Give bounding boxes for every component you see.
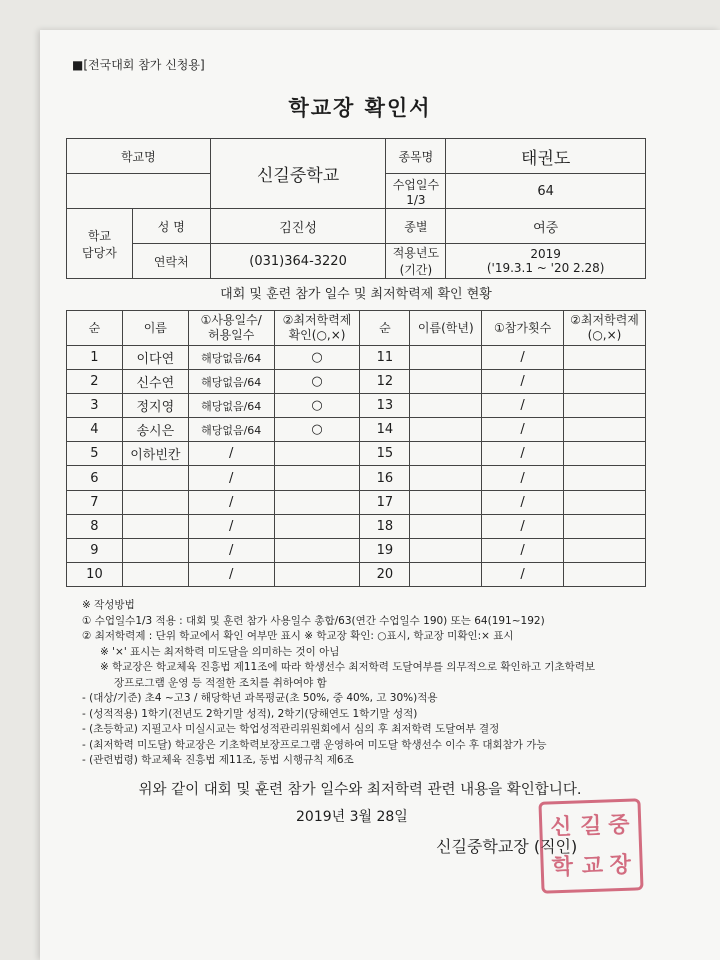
- row-name: 신수연: [122, 370, 188, 394]
- row-academic: [274, 514, 360, 538]
- row-academic-right: [564, 490, 646, 514]
- class-days-label: 수업일수 1/3: [386, 174, 446, 209]
- table-row: [67, 562, 646, 586]
- issue-date: 2019년 3월 28일: [296, 809, 408, 825]
- row-no: 4: [67, 418, 123, 442]
- row-no-right: 14: [360, 418, 410, 442]
- row-days: /: [188, 538, 274, 562]
- note-line: 장프로그램 운영 등 적절한 조치를 취하여야 함: [114, 676, 327, 689]
- name-value: 김진성: [210, 209, 386, 244]
- row-academic-right: [564, 394, 646, 418]
- school-name-value: 신길중학교: [210, 139, 386, 209]
- note-line: - (최저학력 미도달) 학교장은 기초학력보장프로그램 운영하여 미도달 학생선수 이수 후 대회참가 가능: [82, 738, 547, 751]
- contact-label: 연락처: [132, 244, 210, 279]
- row-count-right: /: [482, 562, 564, 586]
- row-count-right: /: [482, 466, 564, 490]
- row-no-right: 11: [360, 346, 410, 370]
- row-academic: ○: [274, 394, 360, 418]
- note-line: - (초등학교) 지필고사 미실시교는 학업성적관리위원회에서 심의 후 최저학력 도달여부 결정: [82, 723, 500, 735]
- grid-subtitle: 대회 및 훈련 참가 일수 및 최저학력제 확인 현황: [220, 287, 492, 302]
- row-academic: ○: [274, 370, 360, 394]
- row-no: 10: [67, 562, 123, 586]
- row-name-right: [410, 562, 482, 586]
- row-no: 2: [67, 370, 123, 394]
- row-count-right: /: [482, 370, 564, 394]
- contact-value: (031)364-3220: [210, 244, 386, 279]
- confirmation-statement: 위와 같이 대회 및 훈련 참가 일수와 최저학력 관련 내용을 확인합니다.: [138, 782, 582, 798]
- document-title: 학교장 확인서: [288, 96, 432, 120]
- event-value: 태권도: [446, 139, 646, 174]
- row-name-right: [410, 346, 482, 370]
- instructions-notes: [82, 598, 662, 769]
- school-name-label: 학교명: [67, 139, 211, 174]
- row-name-right: [410, 394, 482, 418]
- row-name: [122, 466, 188, 490]
- table-row: [67, 418, 646, 442]
- row-no: 3: [67, 394, 123, 418]
- name-label: 성 명: [132, 209, 210, 244]
- row-name-right: [410, 490, 482, 514]
- row-name-right: [410, 514, 482, 538]
- row-name-right: [410, 370, 482, 394]
- row-academic-right: [564, 442, 646, 466]
- row-name-right: [410, 466, 482, 490]
- row-academic-right: [564, 538, 646, 562]
- header-academic-left: ②최저학력제 확인(○,×): [274, 311, 360, 346]
- row-count-right: /: [482, 490, 564, 514]
- row-name: 정지영: [122, 394, 188, 418]
- row-no-right: 18: [360, 514, 410, 538]
- row-count-right: /: [482, 514, 564, 538]
- row-days: /: [188, 442, 274, 466]
- row-name: [122, 490, 188, 514]
- table-row: [67, 346, 646, 370]
- note-line: - (대상/기준) 초4 ~고3 / 해당학년 과목평균(초 50%, 중 40%, 고 30%)적용: [82, 692, 438, 704]
- row-name: [122, 538, 188, 562]
- row-academic: [274, 562, 360, 586]
- gender-label: 종별: [386, 209, 446, 244]
- year-label: 적용년도 (기간): [386, 244, 446, 279]
- form-tag: ■[전국대회 참가 신청용]: [72, 58, 205, 72]
- table-row: [67, 370, 646, 394]
- year-value: 2019 ('19.3.1 ~ '20 2.28): [446, 244, 646, 279]
- header-days-left: ①사용일수/ 허용일수: [188, 311, 274, 346]
- class-days-value: 64: [446, 174, 646, 209]
- row-name: 이하빈칸: [122, 442, 188, 466]
- row-academic: ○: [274, 346, 360, 370]
- row-no: 8: [67, 514, 123, 538]
- row-count-right: /: [482, 394, 564, 418]
- row-count-right: /: [482, 418, 564, 442]
- table-row: [67, 490, 646, 514]
- row-name: [122, 514, 188, 538]
- note-line: - (성적적용) 1학기(전년도 2학기말 성적), 2학기(당해연도 1학기말 성적): [82, 707, 418, 720]
- event-label: 종목명: [386, 139, 446, 174]
- row-count-right: /: [482, 442, 564, 466]
- header-name-left: 이름: [122, 311, 188, 346]
- row-count-right: /: [482, 346, 564, 370]
- note-line: - (관련법령) 학교체육 진흥법 제11조, 동법 시행규칙 제6조: [82, 754, 354, 766]
- table-row: [67, 514, 646, 538]
- row-academic: [274, 538, 360, 562]
- principal-signature: 신길중학교장 (직인): [436, 837, 578, 856]
- header-count-right: ①참가횟수: [482, 311, 564, 346]
- row-academic-right: [564, 466, 646, 490]
- row-days: /: [188, 466, 274, 490]
- row-no: 9: [67, 538, 123, 562]
- participation-table: [66, 310, 646, 587]
- row-days: /: [188, 514, 274, 538]
- row-name: 송시은: [122, 418, 188, 442]
- row-no-right: 13: [360, 394, 410, 418]
- header-no-right: 순: [360, 311, 410, 346]
- row-no: 1: [67, 346, 123, 370]
- row-academic-right: [564, 418, 646, 442]
- row-no-right: 12: [360, 370, 410, 394]
- row-days: /: [188, 490, 274, 514]
- row-days: /: [188, 562, 274, 586]
- row-name-right: [410, 418, 482, 442]
- header-name-right: 이름(학년): [410, 311, 482, 346]
- row-days: 해당없음/64: [188, 418, 274, 442]
- row-name: 이다연: [122, 346, 188, 370]
- note-line: ① 수업일수1/3 적용 : 대회 및 훈련 참가 사용일수 총합/63(연간 수업일수 190) 또는 64(191~192): [82, 614, 545, 627]
- row-name-right: [410, 538, 482, 562]
- row-academic: ○: [274, 418, 360, 442]
- header-academic-right: ②최저학력제 (○,×): [564, 311, 646, 346]
- gender-value: 여중: [446, 209, 646, 244]
- table-row: [67, 394, 646, 418]
- header-no-left: 순: [67, 311, 123, 346]
- row-name: [122, 562, 188, 586]
- row-no-right: 17: [360, 490, 410, 514]
- row-academic-right: [564, 370, 646, 394]
- note-line: ※ 작성방법: [82, 599, 135, 611]
- official-seal: 신 길 중 학 교 장: [538, 798, 643, 894]
- row-no-right: 15: [360, 442, 410, 466]
- row-no: 6: [67, 466, 123, 490]
- row-academic: [274, 466, 360, 490]
- row-count-right: /: [482, 538, 564, 562]
- table-row: [67, 466, 646, 490]
- row-no: 5: [67, 442, 123, 466]
- note-line: ② 최저학력제 : 단위 학교에서 확인 여부만 표시 ※ 학교장 확인: ○표시, 학교장 미확인:× 표시: [82, 630, 514, 642]
- row-academic-right: [564, 514, 646, 538]
- row-name-right: [410, 442, 482, 466]
- row-no-right: 19: [360, 538, 410, 562]
- row-academic: [274, 442, 360, 466]
- row-academic-right: [564, 346, 646, 370]
- note-line: ※ 학교장은 학교체육 진흥법 제11조에 따라 학생선수 최저학력 도달여부를 의무적으로 확인하고 기초학력보: [100, 661, 596, 673]
- row-no: 7: [67, 490, 123, 514]
- row-no-right: 20: [360, 562, 410, 586]
- school-info-table: [66, 138, 646, 279]
- staff-label: 학교 담당자: [67, 209, 133, 279]
- table-row: [67, 442, 646, 466]
- row-academic: [274, 490, 360, 514]
- row-academic-right: [564, 562, 646, 586]
- row-no-right: 16: [360, 466, 410, 490]
- row-days: 해당없음/64: [188, 394, 274, 418]
- table-header-row: [67, 311, 646, 346]
- row-days: 해당없음/64: [188, 370, 274, 394]
- table-row: [67, 538, 646, 562]
- note-line: ※ '×' 표시는 최저학력 미도달을 의미하는 것이 아님: [100, 645, 340, 658]
- row-days: 해당없음/64: [188, 346, 274, 370]
